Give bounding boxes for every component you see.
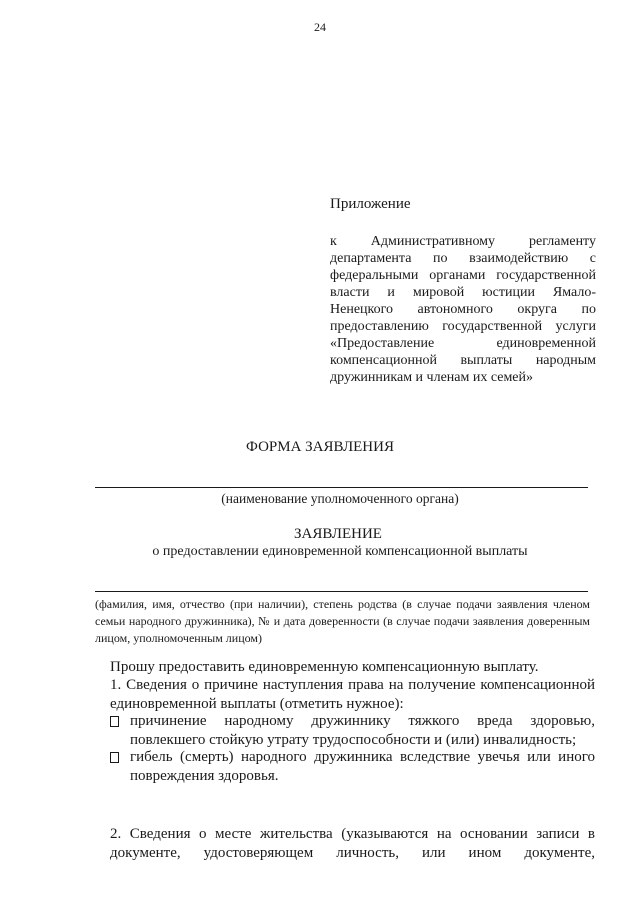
organ-name-caption: (наименование уполномоченного органа) — [221, 491, 459, 506]
organ-name-line — [95, 487, 588, 488]
option-death-text: гибель (смерть) народного дружинника вследствие увечья или иного повреждения здоровья. — [130, 749, 595, 784]
statement-subtitle: о предоставлении единовременной компенсационной выплаты — [152, 544, 528, 559]
request-text: Прошу предоставить единовременную компенсационную выплату. — [110, 659, 539, 675]
appendix-reference: к Административному регламенту департамента по взаимодействию с федеральными органами государственной власти и мировой юстиции Ямало-Ненецкого автономного округа по предоставлению государственной услуги «Предоставление единовременной компенсационной выплаты народным дружинникам и членам их семей» — [330, 234, 596, 385]
applicant-caption: (фамилия, имя, отчество (при наличии), степень родства (в случае подачи заявления членом семьи народного дружинника), № и дата доверенности (в случае подачи заявления доверенным лицом, уполномоченным лицом) — [95, 597, 590, 645]
option-death[interactable] — [110, 748, 595, 786]
checkbox-icon[interactable] — [110, 752, 119, 763]
option-injury-text: причинение народному дружиннику тяжкого вреда здоровью, повлекшего стойкую утрату трудоспособности и (или) инвалидность; — [130, 713, 595, 748]
checkbox-icon[interactable] — [110, 716, 119, 727]
appendix-title: Приложение — [330, 196, 411, 212]
applicant-line — [95, 591, 588, 592]
statement-title: ЗАЯВЛЕНИЕ — [294, 526, 382, 542]
page-number: 24 — [314, 20, 326, 34]
option-injury[interactable] — [110, 712, 595, 750]
form-title: ФОРМА ЗАЯВЛЕНИЯ — [246, 439, 394, 455]
item-2-text: 2. Сведения о месте жительства (указываются на основании записи в документе, удостоверяющем личность, или ином документе, — [110, 826, 595, 861]
item-1 — [95, 676, 595, 714]
item-1-text: 1. Сведения о причине наступления права на получение компенсационной единовременной выплаты (отметить нужное): — [110, 677, 595, 712]
item-2 — [95, 825, 595, 863]
